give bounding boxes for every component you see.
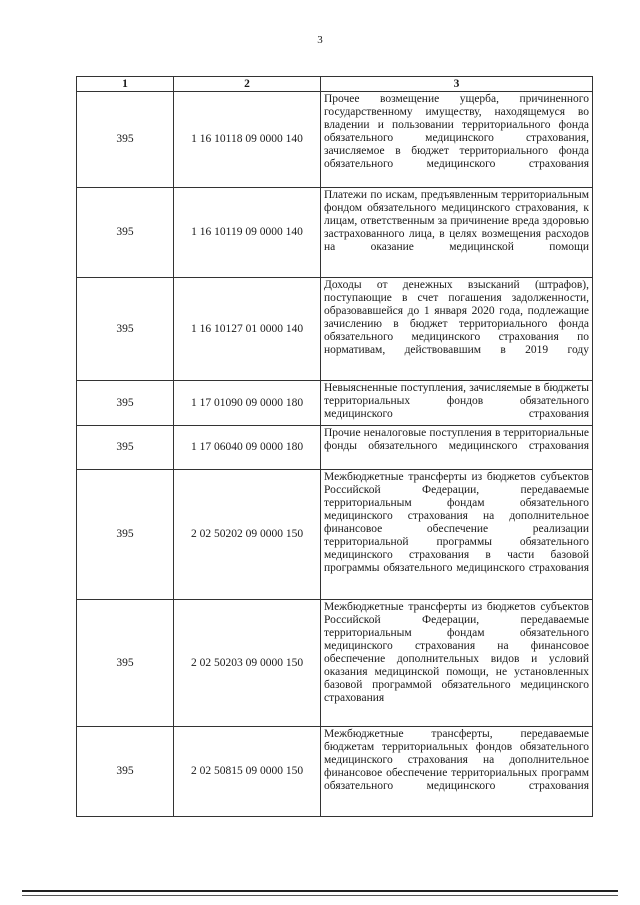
table-row — [77, 188, 593, 278]
table-row — [77, 426, 593, 470]
column-header-1: 1 — [77, 77, 174, 92]
budget-code-cell: 1 17 06040 09 0000 180 — [174, 426, 321, 470]
budget-code-cell: 1 16 10127 01 0000 140 — [174, 278, 321, 381]
description-cell: Невыясненные поступления, зачисляемые в бюджеты территориальных фондов обязательного медицинского страхования — [321, 381, 593, 426]
description-cell: Прочее возмещение ущерба, причиненного государственному имуществу, находящемуся во владении и пользовании территориального фонда обязательного медицинского страхования, зачисляемое в бюджет территориального фонда обязательного медицинского страхования — [321, 92, 593, 188]
table-row — [77, 470, 593, 600]
description-cell: Межбюджетные трансферты из бюджетов субъектов Российской Федерации, передаваемые территориальным фондам обязательного медицинского страхования на финансовое обеспечение дополнительных видов и условий оказания медицинской помощи, не установленных базовой программой обязательного медицинского страхования — [321, 600, 593, 727]
table-header-row — [77, 77, 593, 92]
column-header-3: 3 — [321, 77, 593, 92]
admin-code-cell: 395 — [77, 426, 174, 470]
table-row — [77, 92, 593, 188]
admin-code-cell: 395 — [77, 92, 174, 188]
admin-code-cell: 395 — [77, 727, 174, 817]
page-number: 3 — [317, 34, 323, 46]
budget-code-cell: 1 16 10119 09 0000 140 — [174, 188, 321, 278]
column-header-2: 2 — [174, 77, 321, 92]
admin-code-cell: 395 — [77, 600, 174, 727]
budget-code-cell: 2 02 50203 09 0000 150 — [174, 600, 321, 727]
description-cell: Прочие неналоговые поступления в территориальные фонды обязательного медицинского страхования — [321, 426, 593, 470]
admin-code-cell: 395 — [77, 470, 174, 600]
footer-rule — [22, 890, 618, 892]
admin-code-cell: 395 — [77, 188, 174, 278]
budget-code-cell: 1 16 10118 09 0000 140 — [174, 92, 321, 188]
description-cell: Межбюджетные трансферты, передаваемые бюджетам территориальных фондов обязательного медицинского страхования на дополнительное финансовое обеспечение территориальных программ обязательного медицинского страхования — [321, 727, 593, 817]
budget-code-cell: 1 17 01090 09 0000 180 — [174, 381, 321, 426]
budget-code-cell: 2 02 50815 09 0000 150 — [174, 727, 321, 817]
admin-code-cell: 395 — [77, 278, 174, 381]
description-cell: Доходы от денежных взысканий (штрафов), поступающие в счет погашения задолженности, образовавшейся до 1 января 2020 года, подлежащие зачислению в бюджет территориального фонда обязательного медицинского страхования по нормативам, действовавшим в 2019 году — [321, 278, 593, 381]
table-row — [77, 278, 593, 381]
table-row — [77, 381, 593, 426]
footer-rule-thin — [22, 895, 618, 896]
table-row — [77, 727, 593, 817]
budget-code-cell: 2 02 50202 09 0000 150 — [174, 470, 321, 600]
admin-code-cell: 395 — [77, 381, 174, 426]
budget-codes-table — [76, 76, 593, 817]
table-row — [77, 600, 593, 727]
description-cell: Межбюджетные трансферты из бюджетов субъектов Российской Федерации, передаваемые территориальным фондам обязательного медицинского страхования на дополнительное финансовое обеспечение реализации территориальной программы обязательного медицинского страхования в части базовой программы обязательного медицинского страхования — [321, 470, 593, 600]
description-cell: Платежи по искам, предъявленным территориальным фондом обязательного медицинского страхования, к лицам, ответственным за причинение вреда здоровью застрахованного лица, в целях возмещения расходов на оказание медицинской помощи — [321, 188, 593, 278]
